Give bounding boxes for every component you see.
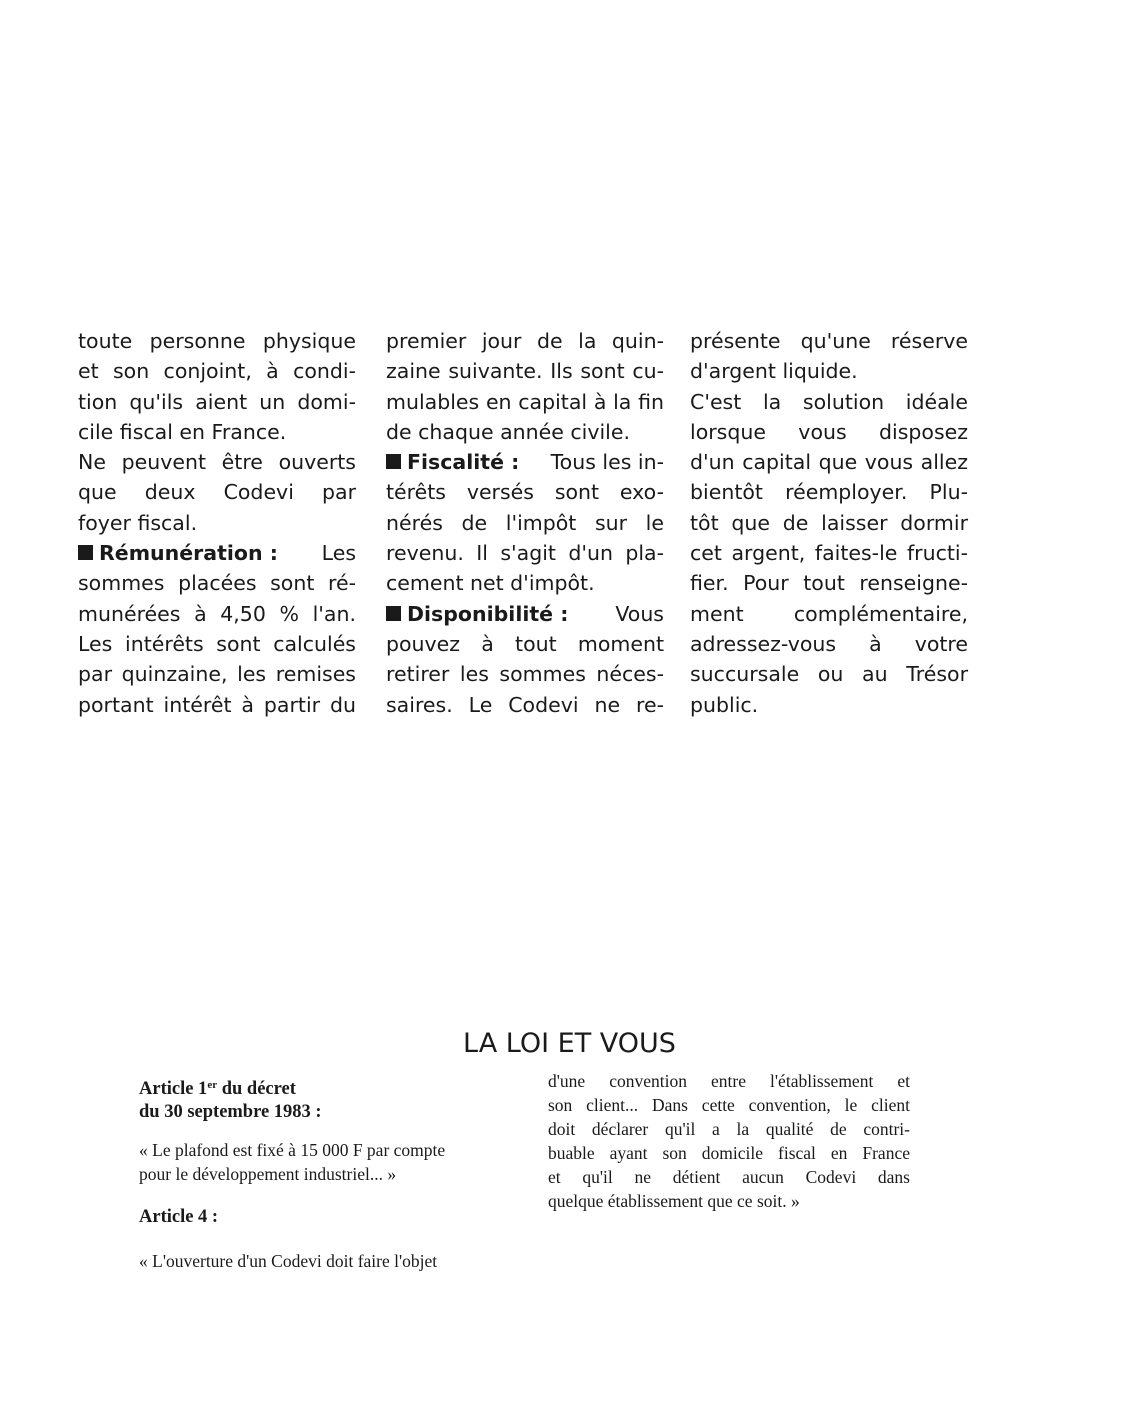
text-line: C'est la solution idéale: [690, 389, 968, 414]
text-line: succursale ou au Trésor: [690, 662, 968, 687]
text-line: revenu. Il s'agit d'un pla-: [386, 541, 664, 566]
text-line: bientôt réemployer. Plu-: [690, 480, 968, 505]
text-fragment: Les: [321, 541, 356, 566]
text-line: [386, 599, 664, 629]
text-line: par quinzaine, les remises: [78, 662, 356, 687]
term-label: Rémunération :: [99, 541, 278, 566]
text-line: foyer fiscal.: [78, 510, 198, 535]
text-line: portant intérêt à partir du: [78, 692, 356, 717]
article-4-quote-line: doit déclarer qu'il a la qualité de contri-: [548, 1119, 910, 1139]
text-fragment: Vous: [615, 601, 664, 626]
text-line: lorsque vous disposez: [690, 419, 968, 444]
text-column-2: [386, 326, 664, 720]
text-line: d'argent liquide.: [690, 359, 858, 384]
text-line: cile fiscal en France.: [78, 419, 287, 444]
paragraph: [690, 326, 968, 387]
text-line: retirer les sommes néces-: [386, 662, 664, 687]
law-box-title: LA LOI ET VOUS: [463, 1028, 676, 1059]
article-1-heading-text: du décret: [217, 1079, 296, 1099]
article-1-heading-line2: du 30 septembre 1983 :: [139, 1102, 322, 1122]
text-line: zaine suivante. Ils sont cu-: [386, 359, 664, 384]
paragraph: [78, 326, 356, 447]
law-column-left: [139, 1078, 504, 1273]
text-line: [386, 447, 664, 477]
article-4-quote-line: et qu'il ne détient aucun Codevi dans: [548, 1167, 910, 1187]
text-line: sommes placées sont ré-: [78, 571, 356, 596]
text-column-3: [690, 326, 968, 720]
article-4-heading: Article 4 :: [139, 1207, 219, 1227]
text-fragment: Tous les in-: [550, 450, 664, 475]
text-line: nérés de l'impôt sur le: [386, 510, 664, 535]
bullet-square-icon: [386, 454, 401, 469]
text-line: tion qu'ils aient un domi-: [78, 389, 356, 414]
text-line: d'un capital que vous allez: [690, 450, 968, 475]
spacer: [139, 1124, 504, 1138]
text-line: de chaque année civile.: [386, 419, 631, 444]
text-line: mulables en capital à la fin: [386, 389, 664, 414]
term-group: [386, 599, 568, 629]
paragraph-remuneration: [78, 538, 356, 720]
text-column-1: [78, 326, 356, 720]
bullet-square-icon: [78, 545, 93, 560]
text-line: munérées à 4,50 % l'an.: [78, 601, 356, 626]
text-line: Les intérêts sont calculés: [78, 631, 356, 656]
article-4-quote-line: son client... Dans cette convention, le client: [548, 1095, 910, 1115]
article-4-quote-line: buable ayant son domicile fiscal en France: [548, 1143, 910, 1163]
text-line: cement net d'impôt.: [386, 571, 595, 596]
text-line: pouvez à tout moment: [386, 631, 664, 656]
text-line: cet argent, faites-le fructi-: [690, 541, 968, 566]
article-1-heading-text: Article 1: [139, 1079, 208, 1099]
text-line: Ne peuvent être ouverts: [78, 450, 356, 475]
paragraph: [386, 326, 664, 447]
term-group: [78, 538, 278, 568]
bullet-square-icon: [386, 606, 401, 621]
text-line: tôt que de laisser dormir: [690, 510, 968, 535]
article-1-quote-line: « Le plafond est fixé à 15 000 F par compte: [139, 1140, 446, 1160]
term-label: Disponibilité :: [407, 601, 569, 626]
paragraph: [78, 447, 356, 538]
text-line: térêts versés sont exo-: [386, 480, 664, 505]
text-line: saires. Le Codevi ne re-: [386, 692, 664, 717]
text-line: ment complémentaire,: [690, 601, 968, 626]
text-line: présente qu'une réserve: [690, 329, 968, 353]
paragraph-disponibilite: [386, 599, 664, 720]
paragraph-fiscalite: [386, 447, 664, 598]
text-line: public.: [690, 692, 759, 717]
text-line: adressez-vous à votre: [690, 631, 968, 656]
term-label: Fiscalité :: [407, 450, 520, 475]
article-1-heading: [139, 1078, 504, 1101]
text-line: que deux Codevi par: [78, 480, 356, 505]
spacer: [139, 1229, 504, 1249]
paragraph: [690, 387, 968, 720]
article-1-quote-line: pour le développement industriel... »: [139, 1164, 397, 1184]
article-4-quote-line: quelque établissement que ce soit. »: [548, 1191, 800, 1211]
text-line: fier. Pour tout renseigne-: [690, 571, 968, 596]
text-line: toute personne physique: [78, 329, 356, 353]
article-4-quote-line: « L'ouverture d'un Codevi doit faire l'objet: [139, 1251, 438, 1271]
spacer: [139, 1186, 504, 1206]
text-line: [78, 538, 356, 568]
law-column-right: [548, 1069, 910, 1213]
term-group: [386, 447, 519, 477]
text-line: et son conjoint, à condi-: [78, 359, 356, 384]
text-line: premier jour de la quin-: [386, 329, 664, 353]
article-4-quote-line: d'une convention entre l'établissement et: [548, 1071, 910, 1091]
ordinal-superscript: er: [207, 1079, 218, 1091]
